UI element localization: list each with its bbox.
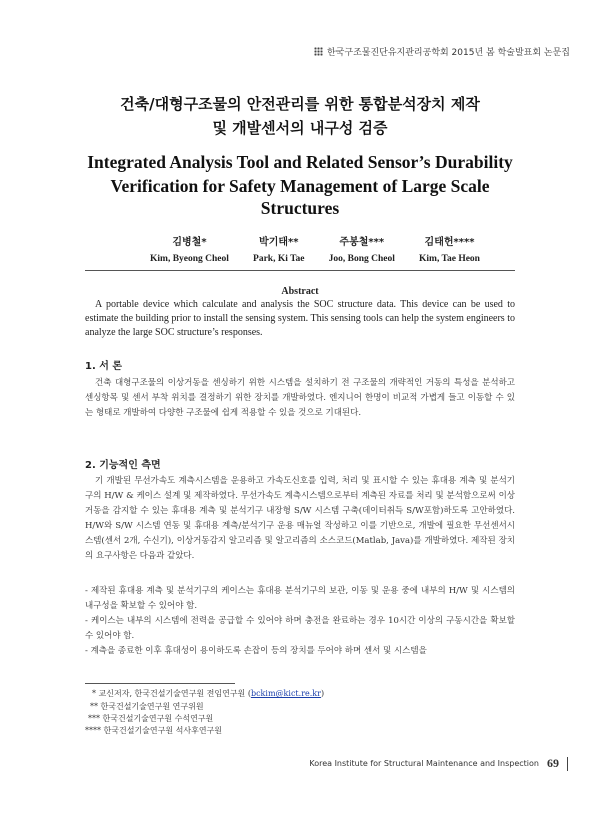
- footnote-1-close: ): [320, 689, 325, 698]
- section-1-heading: 1. 서 론: [85, 361, 123, 372]
- footnote-4: **** 한국건설기술연구원 석사후연구원: [85, 726, 223, 735]
- footnote-2: ** 한국건설기술연구원 연구위원: [90, 702, 204, 711]
- title-en-line-3: Structures: [260, 198, 340, 218]
- section-2-body: 기 개발된 무선가속도 계측시스템을 운용하고 가속도신호를 입력, 처리 및 표시할 수 있는 휴대용 계측 및 분석기구의 H/W & 케이스 설계 및 제작하였다. 무선가속도 계측시스템으로부터 계측된 자료를 처리 및 분석함으로써 이상거동을 감지할 수 있는 휴대용 계측 및 분석기구 내장형 S/W 시스템 구축(데이터취득 S/W포함)하도록 고안하였다. H/W와 S/W 시스템 연동 및 휴대용 계측/분석기구 운용 매뉴얼 작성하고 이를 기반으로, 개발에 필요한 무선센서시스템(센서 2개, 수신기), 이상거동감지 알고리즘 및 알고리즘의 소스코드(Matlab, Java)를 개발하였다. 제작된 장치의 요구사항은 다음과 같았다.: [85, 476, 515, 561]
- author-1: [150, 233, 229, 264]
- page-number: 69: [547, 756, 559, 770]
- author-name-en: Park, Ki Tae: [253, 254, 305, 264]
- author-name-ko: 주봉철***: [339, 237, 385, 248]
- title-en-line-1: Integrated Analysis Tool and Related Sensor’s Durability: [87, 152, 513, 172]
- corresponding-email-link[interactable]: bckim@kict.re.kr: [250, 689, 321, 698]
- abstract-top-rule: [85, 270, 515, 271]
- author-2: [253, 233, 304, 264]
- author-name-en: Kim, Tae Heon: [419, 254, 480, 264]
- author-name-en: Kim, Byeong Cheol: [150, 254, 229, 264]
- title-en-line-2: Verification for Safety Management of Large Scale: [110, 176, 490, 196]
- abstract-text: A portable device which calculate and analysis the SOC structure data. This device can be used to estimate the building prior to install the sensing system. This sensing tools can help the system engineers to analyze the large SOC structure’s responses.: [85, 299, 515, 338]
- author-name-en: Joo, Bong Cheol: [328, 254, 395, 264]
- footer-divider: [567, 757, 568, 771]
- section-1-body: 건축 대형구조물의 이상거동을 센싱하기 위한 시스템을 설치하기 전 구조물의 개략적인 거동의 특성을 분석하고 센싱항목 및 센서 부착 위치를 결정하기 위한 장치를 개발하였다. 엔지니어 한명이 비교적 가볍게 들고 이동할 수 있는 형태로 개발하여 다양한 구조물에 쉽게 적용할 수 있을 것으로 기대된다.: [85, 378, 515, 418]
- list-item: - 케이스는 내부의 시스템에 전력을 공급할 수 있어야 하며 충전을 완료하는 경우 10시간 이상의 구동시간을 확보할 수 있어야 함.: [85, 616, 515, 641]
- footnote-1: [92, 688, 324, 700]
- running-header: [314, 45, 570, 58]
- title-ko-line-1: 건축/대형구조물의 안전관리를 위한 통합분석장치 제작: [120, 95, 480, 113]
- author-list: [150, 233, 480, 264]
- footnote-1-text: * 교신저자, 한국건설기술연구원 전임연구원 (: [92, 689, 251, 698]
- author-3: [329, 233, 395, 264]
- abstract-heading: Abstract: [281, 286, 319, 297]
- footnote-3: *** 한국건설기술연구원 수석연구원: [88, 714, 214, 723]
- author-4: [419, 233, 480, 264]
- list-item: - 계측을 종료한 이후 휴대성이 용이하도록 손잡이 등의 장치를 두어야 하며 센서 및 시스템을: [85, 646, 427, 656]
- requirements-list: [85, 584, 515, 659]
- list-item: - 제작된 휴대용 계측 및 분석기구의 케이스는 휴대용 분석기구의 보관, 이동 및 운용 중에 내부의 H/W 및 시스템의 내구성을 확보할 수 있어야 함.: [85, 586, 515, 611]
- footnote-rule: [85, 683, 235, 684]
- author-name-ko: 김태헌****: [424, 237, 475, 248]
- page-footer: [309, 756, 568, 771]
- institute-name: Korea Institute for Structural Maintenance and Inspection: [309, 759, 539, 768]
- journal-name: 한국구조물진단유지관리공학회 2015년 봄 학술발표회 논문집: [326, 48, 570, 58]
- section-2-heading: 2. 기능적인 측면: [85, 460, 161, 471]
- author-name-ko: 김병철*: [172, 237, 207, 248]
- grid-dots-icon: [314, 47, 323, 56]
- author-name-ko: 박기태**: [259, 237, 299, 248]
- title-ko-line-2: 및 개발센서의 내구성 검증: [212, 119, 388, 137]
